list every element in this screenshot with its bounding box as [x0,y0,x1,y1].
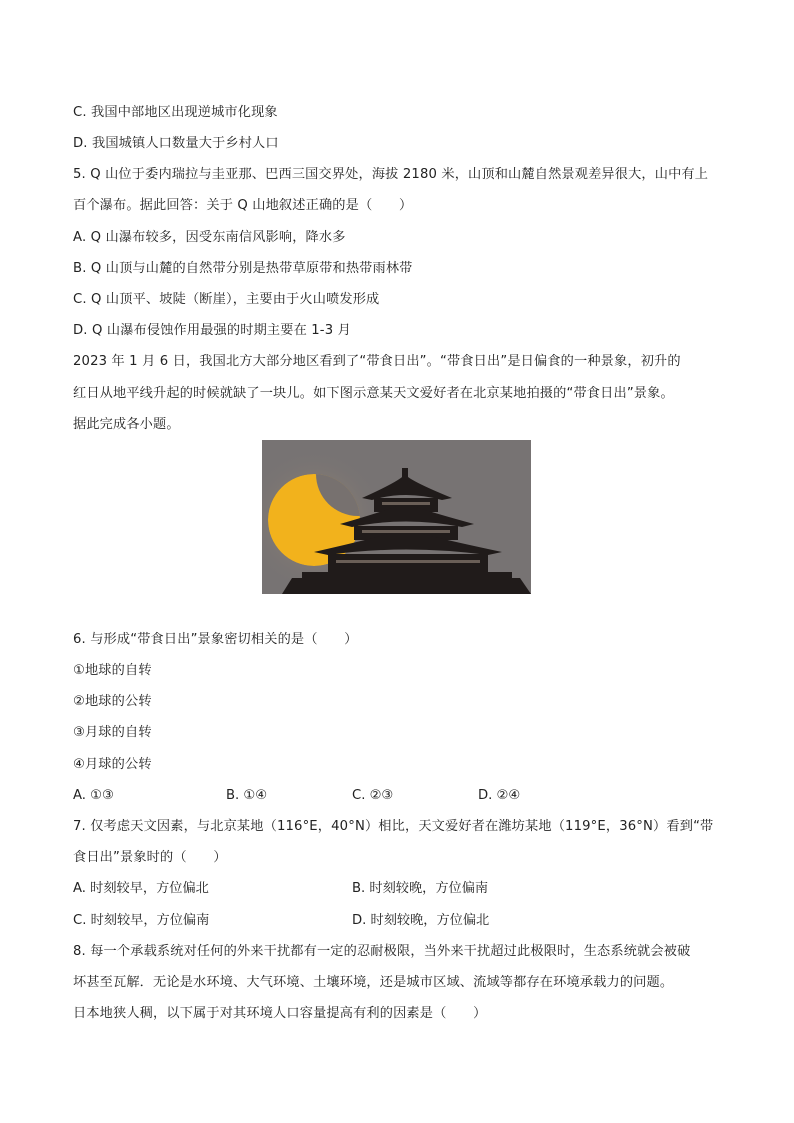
q7-stem-line2: 食日出”景象时的（ ） [73,850,227,865]
q5-option-a: A. Q 山瀑布较多，因受东南信风影响，降水多 [73,230,346,245]
q8-stem-line3: 日本地狭人稠，以下属于对其环境人口容量提高有利的因素是（ ） [73,1006,487,1021]
q5-stem-line2: 百个瀑布。据此回答：关于 Q 山地叙述正确的是（ ） [73,198,413,213]
q7-option-c: C. 时刻较早，方位偏南 [73,913,210,928]
intro-line2: 红日从地平线升起的时候就缺了一块儿。如下图示意某天文爱好者在北京某地拍摄的“带食日出”景象。 [73,386,674,401]
q4-option-d: D. 我国城镇人口数量大于乡村人口 [73,136,279,151]
q6-option-a: A. ①③ [73,788,114,803]
eclipse-sunrise-photo [262,440,531,594]
q7-option-b: B. 时刻较晚，方位偏南 [352,881,489,896]
q6-item-4: ④月球的公转 [73,757,152,772]
q5-option-c: C. Q 山顶平、坡陡（断崖），主要由于火山喷发形成 [73,292,380,307]
q6-stem: 6. 与形成“带食日出”景象密切相关的是（ ） [73,632,358,647]
q8-stem-line2: 坏甚至瓦解．无论是水环境、大气环境、土壤环境，还是城市区域、流域等都存在环境承载力的问题。 [73,975,674,990]
q8-stem-line1: 8. 每一个承载系统对任何的外来干扰都有一定的忍耐极限，当外来干扰超过此极限时，生态系统就会被破 [73,944,691,959]
q6-option-c: C. ②③ [352,788,394,803]
q7-option-a: A. 时刻较早，方位偏北 [73,881,209,896]
q7-stem-line1: 7. 仅考虑天文因素，与北京某地（116°E，40°N）相比，天文爱好者在潍坊某地（119°E，36°N）看到“带 [73,819,714,834]
q7-option-d: D. 时刻较晚，方位偏北 [352,913,490,928]
q5-option-d: D. Q 山瀑布侵蚀作用最强的时期主要在 1-3 月 [73,323,351,338]
q5-option-b: B. Q 山顶与山麓的自然带分别是热带草原带和热带雨林带 [73,261,413,276]
q6-item-2: ②地球的公转 [73,694,152,709]
q4-option-c: C. 我国中部地区出现逆城市化现象 [73,105,278,120]
q6-item-3: ③月球的自转 [73,725,152,740]
q6-option-d: D. ②④ [478,788,521,803]
q6-item-1: ①地球的自转 [73,663,152,678]
intro-line3: 据此完成各小题。 [73,417,180,432]
eclipse-sunrise-illustration [262,440,531,594]
q5-stem-line1: 5. Q 山位于委内瑞拉与圭亚那、巴西三国交界处，海拔 2180 米，山顶和山麓自然景观差异很大，山中有上 [73,167,709,182]
intro-line1: 2023 年 1 月 6 日，我国北方大部分地区看到了“带食日出”。“带食日出”是日偏食的一种景象，初升的 [73,354,681,369]
q6-option-b: B. ①④ [226,788,268,803]
